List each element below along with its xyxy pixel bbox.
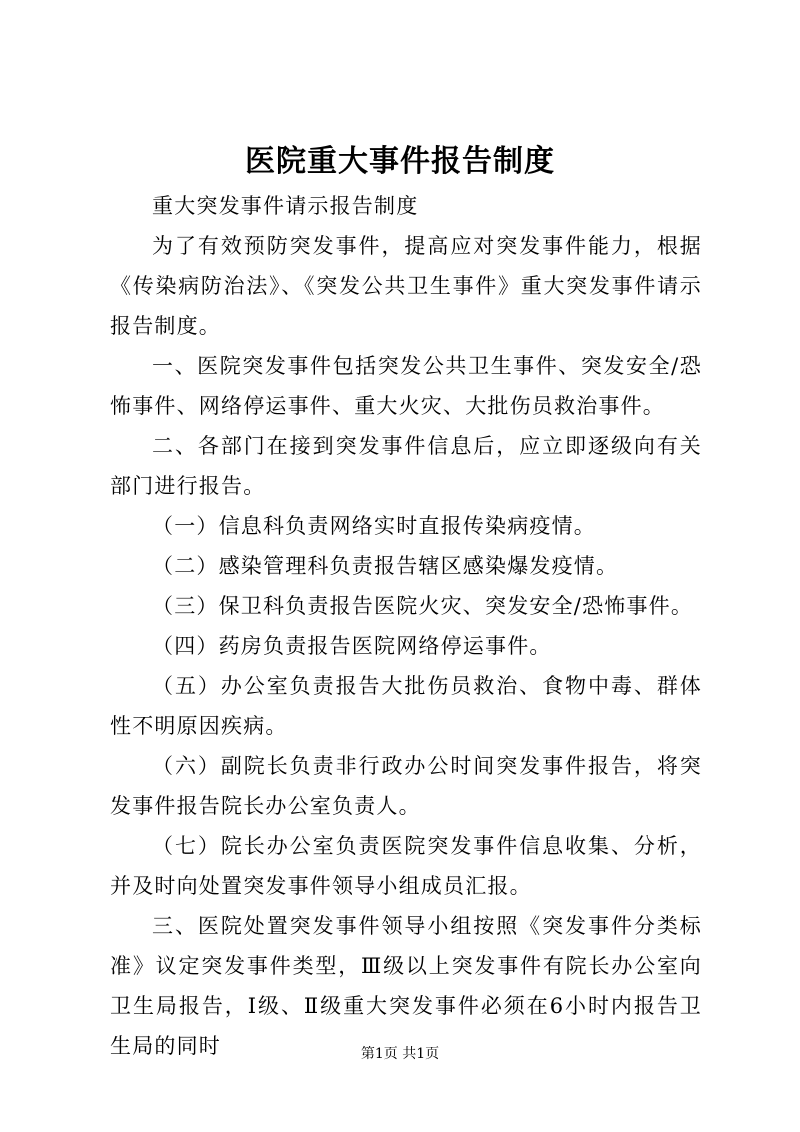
- document-body: [110, 186, 702, 1066]
- paragraph-section-2: 二、各部门在接到突发事件信息后，应立即逐级向有关部门进行报告。: [110, 434, 702, 498]
- paragraph-subtitle: 重大突发事件请示报告制度: [152, 194, 419, 218]
- paragraph-item-3: （三）保卫科负责报告医院火灾、突发安全/恐怖事件。: [152, 594, 694, 618]
- paragraph-intro: 为了有效预防突发事件，提高应对突发事件能力，根据《传染病防治法》、《突发公共卫生事件》重大突发事件请示报告制度。: [110, 234, 702, 338]
- paragraph-item-4: （四）药房负责报告医院网络停运事件。: [152, 634, 552, 658]
- paragraph-item-2: （二）感染管理科负责报告辖区感染爆发疫情。: [152, 554, 619, 578]
- paragraph-item-6: （六）副院长负责非行政办公时间突发事件报告，将突发事件报告院长办公室负责人。: [110, 754, 702, 818]
- paragraph-section-3: 三、医院处置突发事件领导小组按照《突发事件分类标准》议定突发事件类型，Ⅲ级以上突发事件有院长办公室向卫生局报告，Ⅰ级、Ⅱ级重大突发事件必须在6小时内报告卫生局的同时: [110, 914, 702, 1058]
- document-title: 医院重大事件报告制度: [245, 144, 555, 179]
- paragraph-section-1: 一、医院突发事件包括突发公共卫生事件、突发安全/恐怖事件、网络停运事件、重大火灾、大批伤员救治事件。: [110, 354, 702, 418]
- page-footer: 第1页 共1页: [360, 1046, 440, 1062]
- paragraph-item-5: （五）办公室负责报告大批伤员救治、食物中毒、群体性不明原因疾病。: [110, 674, 702, 738]
- paragraph-item-7: （七）院长办公室负责医院突发事件信息收集、分析，并及时向处置突发事件领导小组成员汇报。: [110, 834, 702, 898]
- paragraph-item-1: （一）信息科负责网络实时直报传染病疫情。: [152, 514, 596, 538]
